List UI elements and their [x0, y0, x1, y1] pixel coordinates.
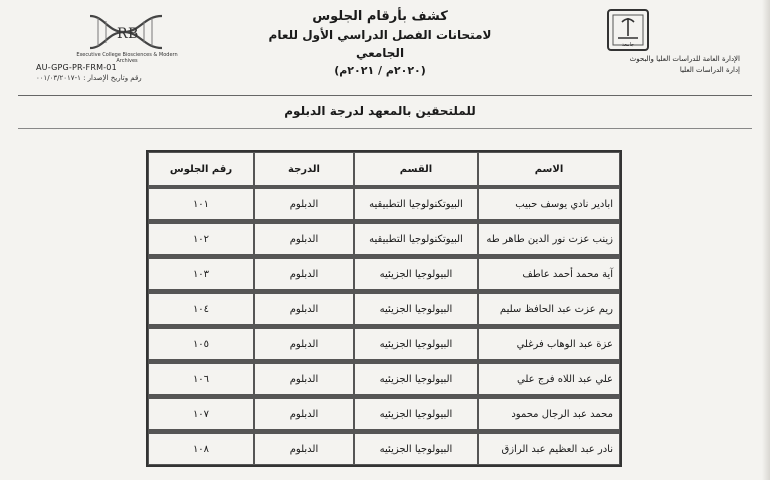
cell-name: آية محمد أحمد عاطف: [478, 255, 620, 290]
cell-department: البيولوجيا الجزيئيه: [354, 290, 478, 325]
cell-seat-number: ١٠٦: [148, 360, 254, 395]
table-header-row: [148, 152, 620, 186]
cell-degree: الدبلوم: [254, 255, 354, 290]
department-block: [590, 54, 740, 76]
cell-department: البيوتكنولوجيا التطبيقيه: [354, 220, 478, 255]
cell-department: البيولوجيا الجزيئيه: [354, 255, 478, 290]
document-title-line2: لامتحانات الفصل الدراسي الأول للعام الجامعي: [268, 28, 492, 60]
cell-department: البيولوجيا الجزيئيه: [354, 325, 478, 360]
table-row: [148, 220, 620, 255]
cell-seat-number: ١٠٣: [148, 255, 254, 290]
section-subtitle: للملتحقين بالمعهد لدرجة الدبلوم: [284, 104, 476, 118]
svg-text:جامعة: جامعة: [621, 42, 635, 48]
subtitle-divider: [18, 128, 752, 129]
cell-seat-number: ١٠٥: [148, 325, 254, 360]
form-code: AU-GPG-PR-FRM-01: [36, 63, 117, 72]
cell-degree: الدبلوم: [254, 395, 354, 430]
cell-degree: الدبلوم: [254, 220, 354, 255]
seat-number-table: [146, 150, 622, 467]
university-seal-icon: [604, 6, 652, 54]
header-degree: الدرجة: [254, 152, 354, 186]
table-row: [148, 325, 620, 360]
cell-name: زينب عزت نور الدين طاهر طه: [478, 220, 620, 255]
academic-year: (٢٠٢٠م / ٢٠٢١م): [334, 64, 426, 77]
svg-text:B: B: [128, 26, 139, 42]
cell-degree: الدبلوم: [254, 290, 354, 325]
cell-department: البيوتكنولوجيا التطبيقيه: [354, 186, 478, 220]
cell-name: ريم عزت عبد الحافظ سليم: [478, 290, 620, 325]
table-row: [148, 290, 620, 325]
cell-degree: الدبلوم: [254, 430, 354, 465]
cell-degree: الدبلوم: [254, 360, 354, 395]
table-row: [148, 360, 620, 395]
logo-caption: Executive College Biosciences & Modern Archives: [76, 52, 178, 64]
table-row: [148, 395, 620, 430]
table-row: [148, 430, 620, 465]
cell-department: البيولوجيا الجزيئيه: [354, 360, 478, 395]
cell-name: علي عبد اللاه فرج علي: [478, 360, 620, 395]
cell-name: ابادير نادي يوسف حبيب: [478, 186, 620, 220]
header-seat-number: رقم الجلوس: [148, 152, 254, 186]
cell-seat-number: ١٠٨: [148, 430, 254, 465]
table-row: [148, 255, 620, 290]
dept-line-2: إدارة الدراسات العليا: [679, 66, 740, 74]
cell-seat-number: ١٠٧: [148, 395, 254, 430]
page-edge-shadow: [762, 0, 770, 480]
header-name: الاسم: [478, 152, 620, 186]
cell-degree: الدبلوم: [254, 325, 354, 360]
cell-name: نادر عبد العظيم عبد الرازق: [478, 430, 620, 465]
cell-seat-number: ١٠٢: [148, 220, 254, 255]
cell-department: البيولوجيا الجزيئيه: [354, 395, 478, 430]
cell-seat-number: ١٠١: [148, 186, 254, 220]
document-title: كشف بأرقام الجلوس: [312, 9, 448, 24]
svg-text:R: R: [117, 26, 128, 42]
title-block: [250, 8, 510, 80]
issue-date: رقم وتاريخ الإصدار : ١-٠٠١/٠٣/٢٠١٧: [36, 74, 142, 82]
cell-name: محمد عبد الرجال محمود: [478, 395, 620, 430]
header-divider: [18, 95, 752, 96]
cell-degree: الدبلوم: [254, 186, 354, 220]
seat-table-container: [146, 150, 622, 467]
institute-logo: [84, 8, 168, 56]
dept-line-1: الإدارة العامة للدراسات العليا والبحوث: [629, 55, 740, 63]
table-row: [148, 186, 620, 220]
cell-seat-number: ١٠٤: [148, 290, 254, 325]
cell-name: عزة عبد الوهاب فرغلي: [478, 325, 620, 360]
header-department: القسم: [354, 152, 478, 186]
cell-department: البيولوجيا الجزيئيه: [354, 430, 478, 465]
